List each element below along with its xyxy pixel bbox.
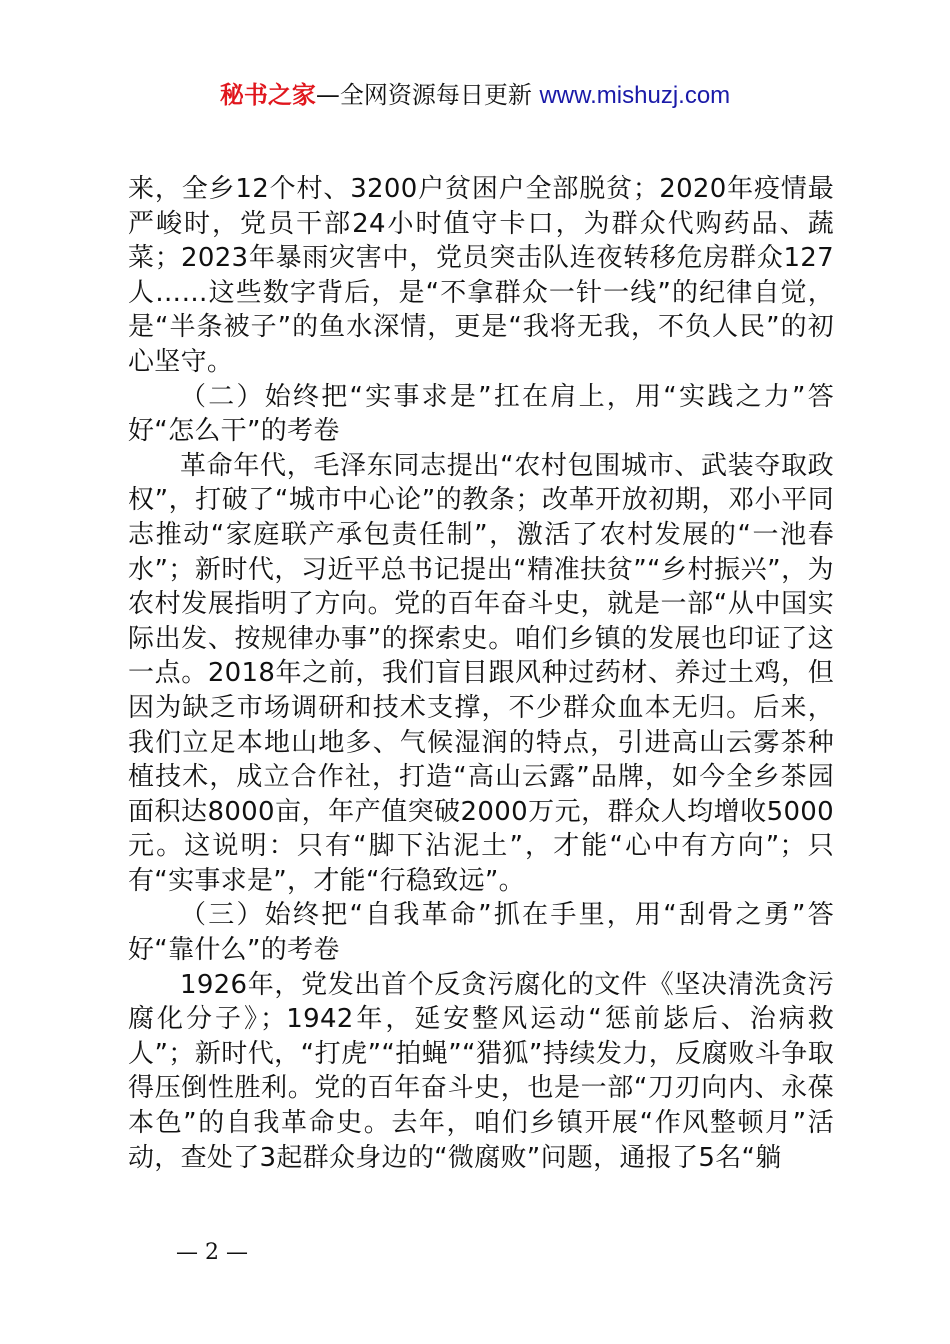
paragraph-continuation: 来，全乡12个村、3200户贫困户全部脱贫；2020年疫情最严峻时，党员干部24小时值守卡口，为群众代购药品、蔬菜；2023年暴雨灾害中，党员突击队连夜转移危房群众127人……这些数字背后，是“不拿群众一针一线”的纪律自觉，是“半条被子”的鱼水深情，更是“我将无我，不负人民”的初心坚守。	[128, 174, 834, 377]
section-heading-2: （二）始终把“实事求是”扛在肩上，用“实践之力”答好“怎么干”的考卷	[128, 381, 834, 447]
site-tagline: —全网资源每日更新	[315, 81, 532, 109]
site-brand: 秘书之家	[219, 81, 316, 109]
document-body	[128, 172, 834, 1175]
paragraph-section-2-body: 革命年代，毛泽东同志提出“农村包围城市、武装夺取政权”，打破了“城市中心论”的教条；改革开放初期，邓小平同志推动“家庭联产承包责任制”，激活了农村发展的“一池春水”；新时代，习近平总书记提出“精准扶贫”“乡村振兴”，为农村发展指明了方向。党的百年奋斗史，就是一部“从中国实际出发、按规律办事”的探索史。咱们乡镇的发展也印证了这一点。2018年之前，我们盲目跟风种过药材、养过土鸡，但因为缺乏市场调研和技术支撑，不少群众血本无归。后来，我们立足本地山地多、气候湿润的特点，引进高山云雾茶种植技术，成立合作社，打造“高山云露”品牌，如今全乡茶园面积达8000亩，年产值突破2000万元，群众人均增收5000元。这说明：只有“脚下沾泥土”，才能“心中有方向”；只有“实事求是”，才能“行稳致远”。	[128, 450, 834, 896]
paragraph-section-3-body: 1926年，党发出首个反贪污腐化的文件《坚决清洗贪污腐化分子》；1942年，延安整风运动“惩前毖后、治病救人”；新时代，“打虎”“拍蝇”“猎狐”持续发力，反腐败斗争取得压倒性胜利。党的百年奋斗史，也是一部“刀刃向内、永葆本色”的自我革命史。去年，咱们乡镇开展“作风整顿月”活动，查处了3起群众身边的“微腐败”问题，通报了5名“躺	[128, 969, 834, 1173]
page-number: — 2 —	[176, 1240, 248, 1265]
site-url-link[interactable]: www.mishuzj.com	[539, 82, 731, 109]
section-heading-3: （三）始终把“自我革命”抓在手里，用“刮骨之勇”答好“靠什么”的考卷	[128, 900, 834, 966]
site-header	[0, 78, 950, 113]
